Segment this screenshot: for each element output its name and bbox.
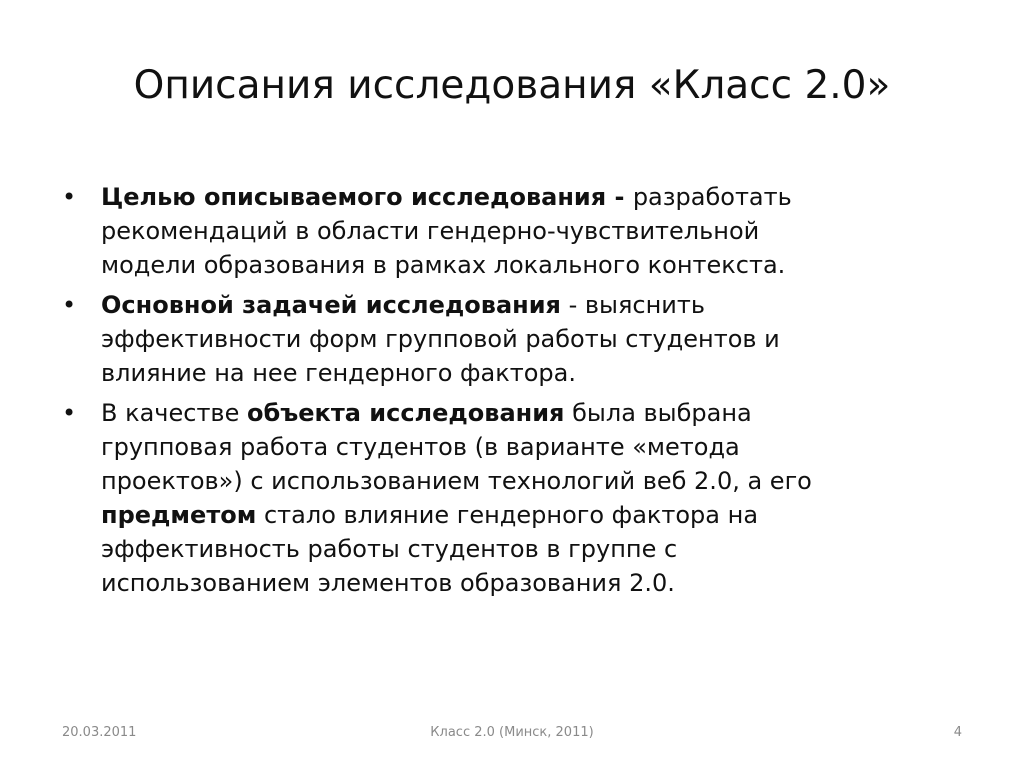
bullet-text-line (101, 356, 972, 390)
bullet-dot-icon: • (62, 183, 77, 211)
bullet-text-line (101, 248, 972, 282)
bullet-dot-icon: • (62, 291, 77, 319)
bullet-text-line (101, 180, 972, 214)
bullet-list (62, 180, 972, 606)
text-run: разработать (632, 183, 792, 211)
text-run: влияние на нее гендерного фактора. (101, 359, 576, 387)
text-run: была выбрана (564, 399, 752, 427)
bullet-item (62, 288, 972, 390)
footer-center-text: Класс 2.0 (Минск, 2011) (430, 725, 594, 740)
bold-text-run: предметом (101, 501, 257, 529)
bullet-dot-icon: • (62, 399, 77, 427)
bullet-text-line (101, 566, 972, 600)
footer-page-number: 4 (953, 725, 962, 740)
bullet-item (62, 396, 972, 600)
text-run: стало влияние гендерного фактора на (256, 501, 759, 529)
bold-text-run: Основной задачей исследования (101, 291, 561, 319)
footer-date: 20.03.2011 (62, 725, 137, 740)
text-run: В качестве (101, 399, 247, 427)
slide-title: Описания исследования «Класс 2.0» (133, 63, 891, 108)
bullet-text-line (101, 214, 972, 248)
bullet-text-line (101, 532, 972, 566)
text-run: модели образования в рамках локального контекста. (101, 251, 786, 279)
bullet-text-line (101, 464, 972, 498)
text-run: проектов») с использованием технологий веб 2.0, а его (101, 467, 812, 495)
bold-text-run: объекта исследования (246, 399, 565, 427)
text-run: эффективность работы студентов в группе с (101, 535, 678, 563)
text-run: - выяснить (560, 291, 706, 319)
bullet-text-line (101, 498, 972, 532)
bullet-text-line (101, 322, 972, 356)
bullet-text-line (101, 288, 972, 322)
bullet-text-line (101, 396, 972, 430)
text-run: рекомендаций в области гендерно-чувствительной (101, 217, 760, 245)
bold-text-run: Целью описываемого исследования - (101, 183, 633, 211)
text-run: использованием элементов образования 2.0. (101, 569, 675, 597)
bullet-item (62, 180, 972, 282)
text-run: групповая работа студентов (в варианте «метода (101, 433, 740, 461)
bullet-text-line (101, 430, 972, 464)
text-run: эффективности форм групповой работы студентов и (101, 325, 780, 353)
